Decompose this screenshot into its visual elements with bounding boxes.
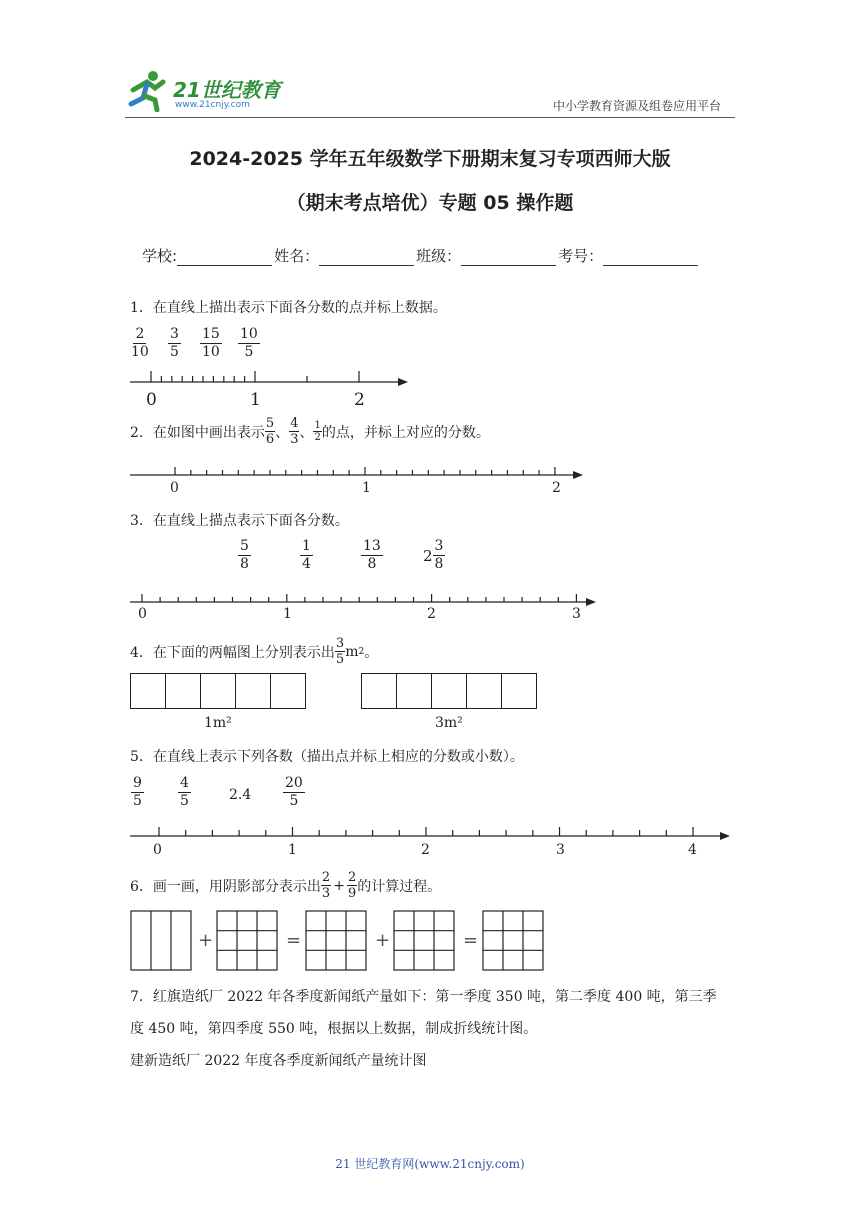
q5-tick-label: 4	[688, 842, 697, 858]
q5-decimal: 2.4	[229, 787, 252, 803]
q1-tick-label: 1	[250, 390, 261, 410]
logo-text: 21世纪教育	[173, 78, 281, 102]
runner-logo-icon	[125, 68, 169, 112]
q1-fraction: 2 10	[131, 326, 149, 360]
logo	[125, 68, 295, 112]
header-right-text: 中小学教育资源及组卷应用平台	[553, 99, 722, 113]
q5-number-line[interactable]	[128, 825, 733, 843]
q6-op: =	[286, 930, 302, 951]
q3-fraction: 13 8	[363, 538, 381, 572]
q1-tick-label: 0	[146, 390, 157, 410]
q4-grid-1m2[interactable]	[130, 673, 306, 709]
page-title-line2: （期末考点培优）专题 05 操作题	[286, 192, 574, 214]
exam-no-label: 考号：	[558, 247, 604, 265]
q2-tick-label: 2	[552, 480, 561, 496]
q5-tick-label: 3	[556, 842, 565, 858]
exam-no-field[interactable]	[603, 249, 698, 266]
q3-fraction: 5 8	[240, 538, 249, 572]
q4-label-3m2: 3m²	[435, 715, 463, 731]
q1-number-line[interactable]	[128, 366, 413, 388]
question-3: 3．在直线上描点表示下面各分数。	[130, 513, 349, 529]
q2-number-line[interactable]	[128, 465, 588, 483]
student-info-line	[142, 245, 700, 266]
q2-tick-label: 0	[170, 480, 179, 496]
q3-number-line[interactable]	[128, 592, 598, 610]
name-label: 姓名：	[274, 247, 320, 265]
q2-tick-label: 1	[362, 480, 371, 496]
q5-tick-label: 1	[288, 842, 297, 858]
class-field[interactable]	[461, 249, 556, 266]
school-field[interactable]	[177, 249, 272, 266]
question-2: 2．在如图中画出表示 $\frac{5}{6}$ 、 $\frac{4}{3}$ 、 $\frac{1}{2}$ 的点，并标上对应的分数。	[130, 416, 490, 447]
question-6: 6．画一画，用阴影部分表示出 $\frac{2}{3}$ + $\frac{2}{9}$ 的计算过程。	[130, 870, 442, 901]
q6-op: +	[198, 930, 214, 951]
q6-diagram[interactable]	[128, 908, 548, 974]
page-title-line1: 2024-2025 学年五年级数学下册期末复习专项西师大版	[189, 148, 671, 170]
question-4: 4．在下面的两幅图上分别表示出 $\frac{3}{5}$ m 2 。	[130, 636, 379, 667]
q5-tick-label: 2	[421, 842, 430, 858]
q1-fraction: 15 10	[202, 326, 220, 360]
q4-grid-3m2[interactable]	[361, 673, 537, 709]
name-field[interactable]	[319, 249, 414, 266]
logo-url: www.21cnjy.com	[175, 100, 250, 110]
q3-tick-label: 1	[283, 606, 292, 622]
footer-text: 21 世纪教育网(www.21cnjy.com)	[335, 1157, 525, 1171]
q3-fraction: 1 4	[302, 538, 311, 572]
school-label: 学校:	[142, 247, 178, 265]
q1-tick-label: 2	[354, 390, 365, 410]
question-7-line2: 度 450 吨，第四季度 550 吨，根据以上数据，制成折线统计图。	[130, 1021, 538, 1037]
q6-op: +	[375, 930, 391, 951]
class-label: 班级：	[416, 247, 462, 265]
q3-tick-label: 2	[427, 606, 436, 622]
q1-fraction: 10 5	[240, 326, 258, 360]
q5-fraction: 9 5	[133, 775, 142, 809]
q5-fraction: 20 5	[285, 775, 303, 809]
q3-tick-label: 0	[138, 606, 147, 622]
header-rule	[125, 117, 735, 118]
q5-tick-label: 0	[153, 842, 162, 858]
question-1: 1．在直线上描出表示下面各分数的点并标上数据。	[130, 300, 447, 316]
q7-chart-title: 建新造纸厂 2022 年度各季度新闻纸产量统计图	[130, 1053, 427, 1069]
question-5: 5．在直线上表示下列各数（描出点并标上相应的分数或小数）。	[130, 749, 524, 765]
q4-label-1m2: 1m²	[204, 715, 232, 731]
q6-op: =	[463, 930, 479, 951]
question-7-line1: 7．红旗造纸厂 2022 年各季度新闻纸产量如下：第一季度 350 吨，第二季度 400 吨，第三季	[130, 989, 717, 1005]
q3-mixed-number: 2 3 8	[423, 538, 444, 572]
q3-tick-label: 3	[572, 606, 581, 622]
q1-fraction: 3 5	[170, 326, 179, 360]
q5-fraction: 4 5	[180, 775, 189, 809]
